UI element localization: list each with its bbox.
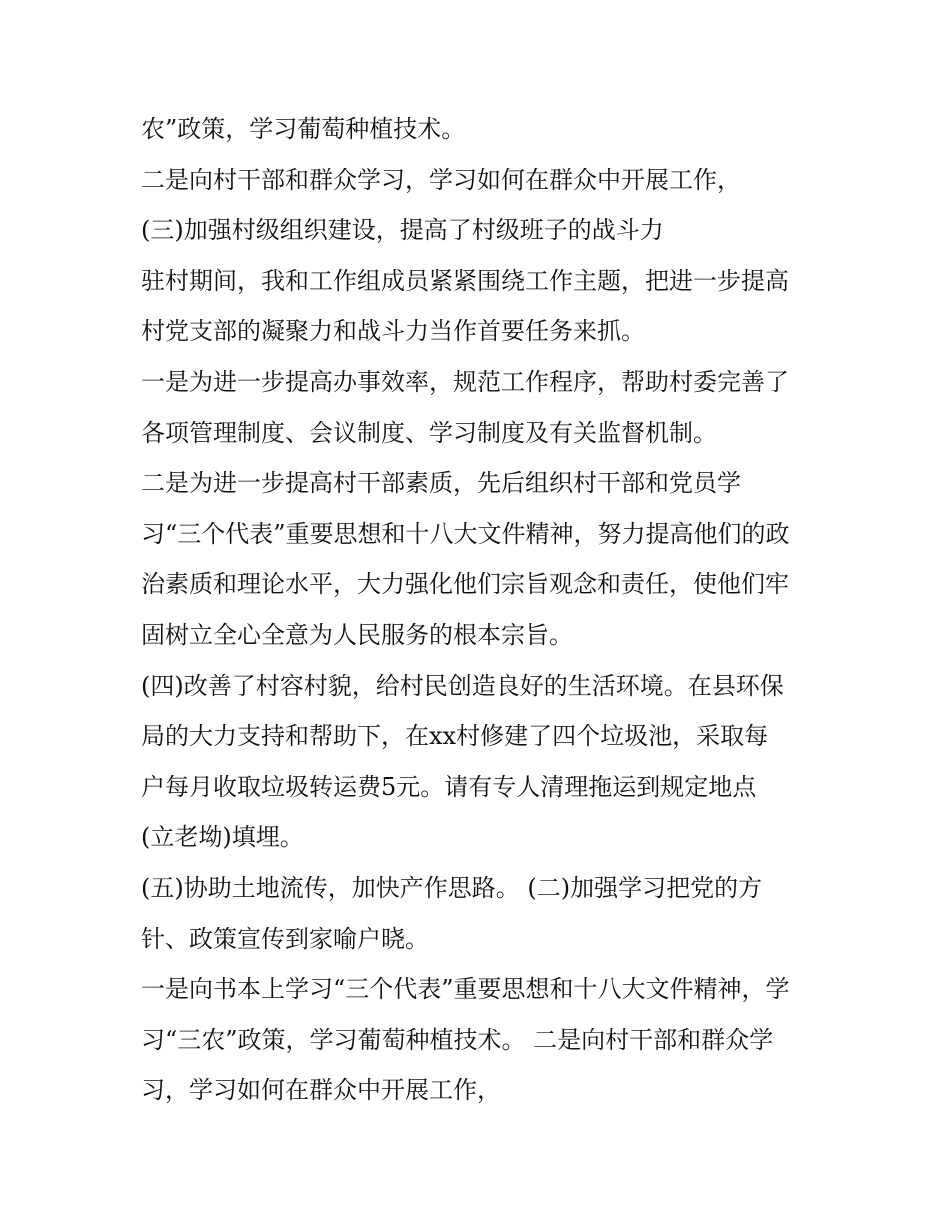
text-line: 二是为进一步提高村干部素质，先后组织村干部和党员学 bbox=[141, 469, 741, 498]
text-line: 驻村期间，我和工作组成员紧紧围绕工作主题，把进一步提高 bbox=[141, 266, 789, 295]
section-heading: (五)协助土地流传，加快产作思路。 (二)加强学习把党的方 bbox=[141, 873, 763, 902]
text-line: 村党支部的凝聚力和战斗力当作首要任务来抓。 bbox=[141, 317, 645, 346]
text-line: 针、政策宣传到家喻户晓。 bbox=[141, 924, 429, 953]
text-line: 各项管理制度、会议制度、学习制度及有关监督机制。 bbox=[141, 418, 717, 447]
text-line: 习“三农”政策，学习葡萄种植技术。 二是向村干部和群众学 bbox=[141, 1025, 774, 1054]
text-line: (立老坳)填埋。 bbox=[141, 823, 304, 852]
section-heading: (四)改善了村容村貌，给村民创造良好的生活环境。在县环保 bbox=[141, 671, 784, 700]
text-line: 户每月收取垃圾转运费5元。请有专人清理拖运到规定地点 bbox=[141, 772, 757, 801]
text-line: 一是向书本上学习“三个代表”重要思想和十八大文件精神，学 bbox=[141, 975, 790, 1004]
text-line: 局的大力支持和帮助下，在xx村修建了四个垃圾池，采取每 bbox=[141, 722, 769, 751]
section-heading: (三)加强村级组织建设，提高了村级班子的战斗力 bbox=[141, 216, 664, 245]
text-line: 固树立全心全意为人民服务的根本宗旨。 bbox=[141, 620, 573, 649]
text-line: 二是向村干部和群众学习，学习如何在群众中开展工作， bbox=[141, 165, 741, 194]
text-line: 治素质和理论水平，大力强化他们宗旨观念和责任，使他们牢 bbox=[141, 570, 789, 599]
text-line: 农”政策，学习葡萄种植技术。 bbox=[141, 115, 466, 143]
document-body bbox=[141, 110, 821, 1122]
text-line: 一是为进一步提高办事效率，规范工作程序，帮助村委完善了 bbox=[141, 367, 789, 396]
text-line: 习“三个代表”重要思想和十八大文件精神，努力提高他们的政 bbox=[141, 519, 790, 548]
text-line: 习，学习如何在群众中开展工作， bbox=[141, 1076, 501, 1105]
